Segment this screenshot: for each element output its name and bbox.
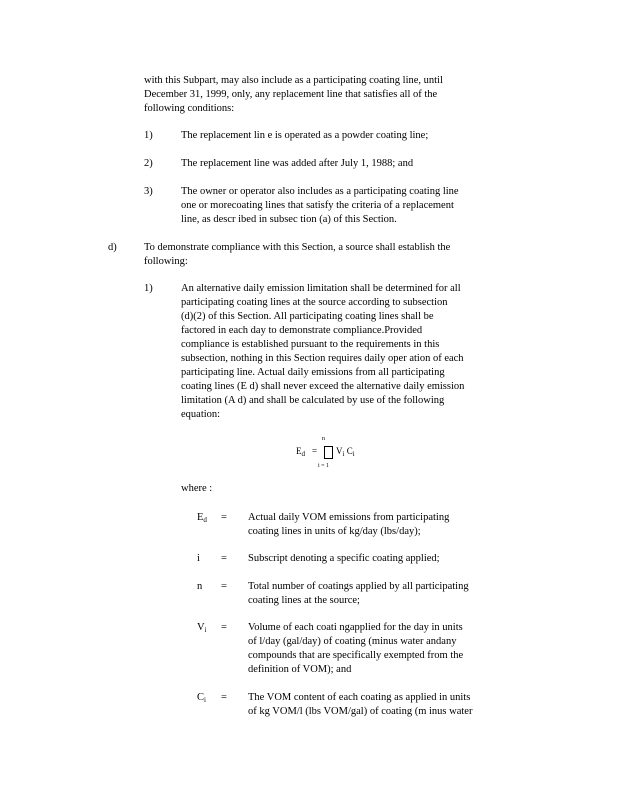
definition-symbol: n <box>197 581 203 592</box>
where-label: where : <box>181 483 213 494</box>
condition-text <box>181 129 501 143</box>
text-line: coating lines at the source; <box>248 595 360 606</box>
text-line: compounds that are specifically exempted from the <box>248 650 464 661</box>
text-line: one or morecoating lines that satisfy the criteria of a replacement <box>181 200 454 211</box>
text-line: definition of VOM); and <box>248 664 352 675</box>
text-line: line, as descr ibed in subsec tion (a) of this Section. <box>181 214 397 225</box>
text-line: of kg VOM/l (lbs VOM/gal) of coating (m inus water <box>248 706 473 717</box>
item-number: 1) <box>144 283 153 294</box>
text-line: subsection, nothing in this Section requires daily oper ation of each <box>181 353 464 364</box>
section-d-text <box>144 241 504 269</box>
sum-lower-limit: i = 1 <box>318 463 330 469</box>
condition-text <box>181 185 501 227</box>
definition-text <box>248 511 498 539</box>
text-line: with this Subpart, may also include as a participating coating line, until <box>144 75 443 86</box>
definition-symbol: $V_i$ <box>197 622 207 634</box>
text-line: An alternative daily emission limitation shall be determined for all <box>181 283 461 294</box>
text-line: coating lines (E d) shall never exceed the alternative daily emission <box>181 381 465 392</box>
item-1-text <box>181 282 506 422</box>
text-line: of l/day (gal/day) of coating (minus water andany <box>248 636 457 647</box>
sum-upper-limit: n <box>322 436 325 442</box>
text-line: Subscript denoting a specific coating applied; <box>248 553 440 564</box>
text-line: following conditions: <box>144 103 235 114</box>
text-line: compliance is established pursuant to the requirements in this <box>181 339 440 350</box>
definition-equals: = <box>221 622 227 633</box>
text-line: The owner or operator also includes as a participating coating line <box>181 186 459 197</box>
text-line: participating coating lines at the source according to subsection <box>181 297 448 308</box>
text-line: (d)(2) of this Section. All participating coating lines shall be <box>181 311 434 322</box>
definition-equals: = <box>221 512 227 523</box>
text-line: equation: <box>181 409 221 420</box>
text-line: Volume of each coati ngapplied for the day in units <box>248 622 463 633</box>
text-line: coating lines in units of kg/day (lbs/day); <box>248 526 421 537</box>
condition-number: 2) <box>144 158 153 169</box>
text-line: The replacement lin e is operated as a powder coating line; <box>181 130 429 141</box>
text-line: following: <box>144 256 188 267</box>
definition-text <box>248 621 498 677</box>
text-line: The replacement line was added after July 1, 1988; and <box>181 158 414 169</box>
definition-symbol: $C_i$ <box>197 692 206 704</box>
condition-number: 3) <box>144 186 153 197</box>
text-line: The VOM content of each coating as applied in units <box>248 692 471 703</box>
condition-number: 1) <box>144 130 153 141</box>
summation-icon <box>324 446 333 459</box>
definition-symbol: i <box>197 553 200 564</box>
text-line: December 31, 1999, only, any replacement line that satisfies all of the <box>144 89 438 100</box>
intro-paragraph <box>144 74 504 116</box>
condition-text <box>181 157 501 171</box>
equation-term: $V_i$ $C_i$ <box>336 446 355 458</box>
definition-equals: = <box>221 581 227 592</box>
definition-text <box>248 552 498 566</box>
equation-equals: = <box>312 446 318 456</box>
text-line: limitation (A d) and shall be calculated by use of the following <box>181 395 445 406</box>
definition-equals: = <box>221 553 227 564</box>
text-line: Actual daily VOM emissions from participating <box>248 512 450 523</box>
equation <box>292 436 372 476</box>
definition-text <box>248 580 498 608</box>
text-line: To demonstrate compliance with this Section, a source shall establish the <box>144 242 451 253</box>
text-line: participating line. Actual daily emissions from all participating <box>181 367 445 378</box>
definition-symbol: $E_d$ <box>197 512 207 524</box>
section-label: d) <box>108 242 117 253</box>
definition-equals: = <box>221 692 227 703</box>
equation-lhs: $E_d$ <box>296 446 305 458</box>
definition-text <box>248 691 503 719</box>
text-line: factored in each day to demonstrate compliance.Provided <box>181 325 423 336</box>
text-line: Total number of coatings applied by all participating <box>248 581 469 592</box>
